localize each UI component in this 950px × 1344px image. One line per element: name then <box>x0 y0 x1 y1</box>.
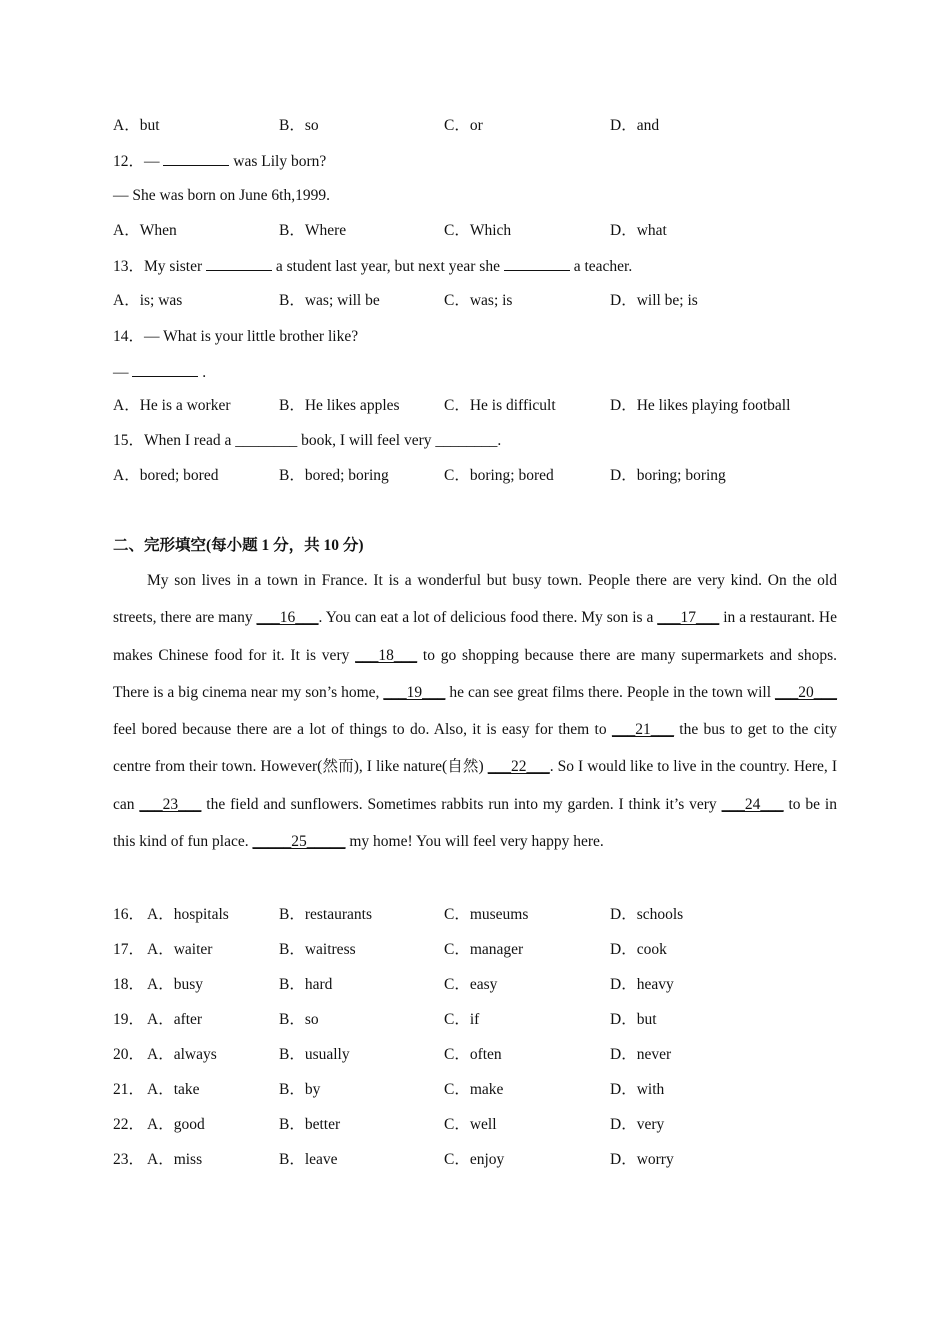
passage-text: feel bored because there are a lot of things to do. Also, it is easy for them to <box>113 721 612 739</box>
q13-part2: a student last year, but next year she <box>272 258 504 275</box>
q14-reply-prefix: — <box>113 364 133 381</box>
option-a[interactable]: A．waiter <box>147 941 213 958</box>
option-b[interactable]: B．was; will be <box>279 292 380 309</box>
question-number: 17． <box>113 941 145 958</box>
passage-text: he can see great films there. People in the town will <box>445 683 775 701</box>
option-d[interactable]: D．and <box>610 117 660 134</box>
section-heading: 二、完形填空(每小题 1 分，共 10 分) <box>113 537 364 554</box>
option-a[interactable]: A．bored; bored <box>113 467 219 484</box>
option-c[interactable]: C．Which <box>444 222 512 239</box>
q12-reply: — She was born on June 6th,1999. <box>113 187 330 204</box>
option-d[interactable]: D．but <box>610 1011 657 1028</box>
passage-text: the field and sunflowers. Sometimes rabbits run into my garden. I think it’s very <box>201 795 722 813</box>
q15-stem: 15．When I read a ________ book, I will feel very ________. <box>113 432 502 449</box>
option-d[interactable]: D．boring; boring <box>610 467 726 484</box>
option-d[interactable]: D．worry <box>610 1151 674 1168</box>
option-c[interactable]: C．or <box>444 117 483 134</box>
option-b[interactable]: B．restaurants <box>279 906 372 923</box>
option-c[interactable]: C．manager <box>444 941 524 958</box>
blank-21[interactable]: ___21___ <box>611 721 674 739</box>
answer-blank[interactable] <box>206 256 272 271</box>
passage-text: . So I would like to live in the country. Here, I can <box>113 758 837 813</box>
option-a[interactable]: A．is; was <box>113 292 183 309</box>
option-b[interactable]: B．leave <box>279 1151 338 1168</box>
option-b[interactable]: B．so <box>279 117 319 134</box>
blank-18[interactable]: ___18___ <box>355 646 418 664</box>
option-c[interactable]: C．He is difficult <box>444 397 556 414</box>
option-a[interactable]: A．take <box>147 1081 200 1098</box>
option-d[interactable]: D．very <box>610 1116 665 1133</box>
option-d[interactable]: D．never <box>610 1046 672 1063</box>
option-c[interactable]: C．easy <box>444 976 498 993</box>
question-number: 21． <box>113 1081 145 1098</box>
option-a[interactable]: A．He is a worker <box>113 397 231 414</box>
option-a[interactable]: A．hospitals <box>147 906 229 923</box>
option-b[interactable]: B．by <box>279 1081 321 1098</box>
question-number: 22． <box>113 1116 145 1133</box>
question-number: 18． <box>113 976 145 993</box>
passage-text: to be in this kind of fun place. <box>113 795 837 851</box>
option-a[interactable]: A．When <box>113 222 177 239</box>
option-b[interactable]: B．Where <box>279 222 347 239</box>
passage-text: to go shopping because there are many supermarkets and shops. There is a big cinema near my son’s home, <box>113 646 837 701</box>
option-b[interactable]: B．He likes apples <box>279 397 400 414</box>
q12-stem <box>113 151 326 172</box>
option-d[interactable]: D．schools <box>610 906 684 923</box>
question-number: 16． <box>113 906 145 923</box>
option-b[interactable]: B．so <box>279 1011 319 1028</box>
option-d[interactable]: D．what <box>610 222 667 239</box>
passage-text: . You can eat a lot of delicious food there. My son is a <box>318 609 658 627</box>
option-c[interactable]: C．well <box>444 1116 497 1133</box>
option-b[interactable]: B．waitress <box>279 941 356 958</box>
option-a[interactable]: A．after <box>147 1011 203 1028</box>
option-b[interactable]: B．hard <box>279 976 333 993</box>
q13-part3: a teacher. <box>569 258 633 275</box>
option-a[interactable]: A．always <box>147 1046 217 1063</box>
blank-24[interactable]: ___24___ <box>721 795 784 813</box>
blank-16[interactable]: ___16___ <box>256 609 319 627</box>
q12-suffix: was Lily born? <box>229 153 327 170</box>
passage-text: in a restaurant. He makes Chinese food for it. It is very <box>113 609 837 664</box>
blank-20[interactable]: ___20___ <box>775 683 837 701</box>
blank-22[interactable]: ___22___ <box>487 758 550 776</box>
answer-blank[interactable] <box>504 256 570 271</box>
cloze-passage <box>113 562 837 860</box>
blank-25[interactable]: _____25_____ <box>252 833 346 851</box>
option-d[interactable]: D．with <box>610 1081 665 1098</box>
option-d[interactable]: D．heavy <box>610 976 674 993</box>
answer-blank[interactable] <box>132 362 198 377</box>
q14-stem: 14．— What is your little brother like? <box>113 328 359 345</box>
option-b[interactable]: B．bored; boring <box>279 467 389 484</box>
option-a[interactable]: A．but <box>113 117 160 134</box>
option-a[interactable]: A．busy <box>147 976 203 993</box>
option-d[interactable]: D．He likes playing football <box>610 397 791 414</box>
blank-19[interactable]: ___19___ <box>383 683 446 701</box>
question-number: 23． <box>113 1151 145 1168</box>
option-a[interactable]: A．good <box>147 1116 205 1133</box>
option-c[interactable]: C．was; is <box>444 292 513 309</box>
blank-17[interactable]: ___17___ <box>657 609 720 627</box>
option-c[interactable]: C．boring; bored <box>444 467 554 484</box>
q12-prefix: 12．— <box>113 153 164 170</box>
q13-part1: 13．My sister <box>113 258 207 275</box>
option-c[interactable]: C．museums <box>444 906 529 923</box>
q13-stem <box>113 256 632 277</box>
option-c[interactable]: C．often <box>444 1046 502 1063</box>
option-d[interactable]: D．cook <box>610 941 667 958</box>
answer-blank[interactable] <box>163 151 229 166</box>
q14-reply-suffix: . <box>198 364 207 381</box>
option-d[interactable]: D．will be; is <box>610 292 698 309</box>
option-b[interactable]: B．better <box>279 1116 341 1133</box>
q14-reply <box>113 362 206 383</box>
blank-23[interactable]: ___23___ <box>139 795 202 813</box>
option-c[interactable]: C．enjoy <box>444 1151 505 1168</box>
question-number: 19． <box>113 1011 145 1028</box>
option-a[interactable]: A．miss <box>147 1151 203 1168</box>
option-b[interactable]: B．usually <box>279 1046 350 1063</box>
option-c[interactable]: C．make <box>444 1081 504 1098</box>
passage-text: the bus to get to the city centre from their town. However(然而), I like nature(自然) <box>113 721 837 776</box>
passage-text: My son lives in a town in France. It is a wonderful but busy town. People there are very kind. On the old streets, there are many <box>113 572 837 627</box>
question-number: 20． <box>113 1046 145 1063</box>
option-c[interactable]: C．if <box>444 1011 480 1028</box>
passage-text: my home! You will feel very happy here. <box>345 833 604 851</box>
